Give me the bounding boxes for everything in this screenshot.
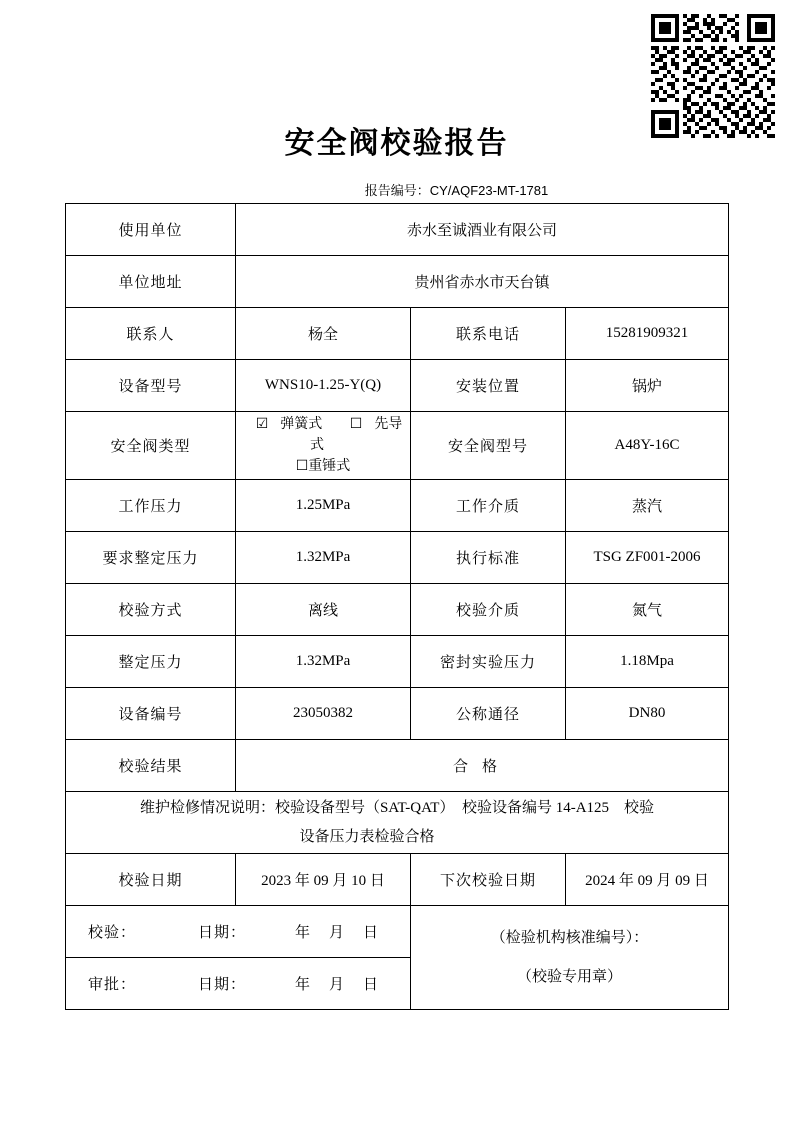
value-seal-test-pressure: 1.18Mpa [566, 636, 729, 688]
approver-month: 月 [329, 977, 346, 993]
checkbox-unchecked-icon-2[interactable]: ☐ [295, 458, 309, 474]
valve-type-option-pilot[interactable]: ☐ 先导式 [310, 416, 403, 453]
table-row [66, 906, 729, 958]
report-number-label: 报告编号： [364, 183, 430, 198]
label-install-location: 安装位置 [411, 360, 566, 412]
approver-day: 日 [363, 977, 380, 993]
value-use-unit: 赤水至诚酒业有限公司 [236, 204, 729, 256]
page-title: 安全阀校验报告 [284, 127, 509, 160]
value-required-set-pressure: 1.32MPa [236, 532, 411, 584]
label-work-medium: 工作介质 [411, 480, 566, 532]
value-phone: 15281909321 [566, 308, 729, 360]
label-work-pressure: 工作压力 [66, 480, 236, 532]
label-required-set-pressure: 要求整定压力 [66, 532, 236, 584]
label-check-medium: 校验介质 [411, 584, 566, 636]
table-row [66, 740, 729, 792]
table-row [66, 636, 729, 688]
label-contact: 联系人 [66, 308, 236, 360]
value-install-location: 锅炉 [566, 360, 729, 412]
table-row [66, 256, 729, 308]
approver-date-label: 日期： [198, 977, 247, 993]
value-device-number: 23050382 [236, 688, 411, 740]
label-use-unit: 使用单位 [66, 204, 236, 256]
value-standard: TSG ZF001-2006 [566, 532, 729, 584]
label-phone: 联系电话 [411, 308, 566, 360]
signature-checker [66, 906, 411, 958]
label-check-result: 校验结果 [66, 740, 236, 792]
table-row [66, 308, 729, 360]
label-next-check-date: 下次校验日期 [411, 854, 566, 906]
report-table [65, 203, 729, 1010]
value-check-date: 2023 年 09 月 10 日 [236, 854, 411, 906]
checker-month: 月 [329, 925, 346, 941]
label-valve-model: 安全阀型号 [411, 412, 566, 480]
label-valve-type: 安全阀类型 [66, 412, 236, 480]
signature-approver [66, 958, 411, 1010]
label-device-model: 设备型号 [66, 360, 236, 412]
value-set-pressure: 1.32MPa [236, 636, 411, 688]
label-set-pressure: 整定压力 [66, 636, 236, 688]
org-seal-label: （校验专用章） [517, 968, 623, 985]
value-work-medium: 蒸汽 [566, 480, 729, 532]
table-row [66, 204, 729, 256]
org-approval-number-label: （检验机构核准编号）： [490, 929, 649, 946]
label-check-method: 校验方式 [66, 584, 236, 636]
value-check-result: 合格 [236, 740, 729, 792]
label-standard: 执行标准 [411, 532, 566, 584]
label-seal-test-pressure: 密封实验压力 [411, 636, 566, 688]
label-device-number: 设备编号 [66, 688, 236, 740]
table-row [66, 854, 729, 906]
checker-label: 校验： [87, 925, 136, 941]
table-row [66, 584, 729, 636]
value-valve-type [236, 412, 411, 480]
label-check-date: 校验日期 [66, 854, 236, 906]
checker-day: 日 [363, 925, 380, 941]
table-row [66, 412, 729, 480]
value-nominal-diameter: DN80 [566, 688, 729, 740]
checkbox-unchecked-icon[interactable]: ☐ [349, 416, 363, 432]
value-work-pressure: 1.25MPa [236, 480, 411, 532]
label-address: 单位地址 [66, 256, 236, 308]
organization-seal-area [411, 906, 729, 1010]
value-valve-model: A48Y-16C [566, 412, 729, 480]
table-row [66, 792, 729, 854]
table-row [66, 480, 729, 532]
value-check-medium: 氮气 [566, 584, 729, 636]
value-address: 贵州省赤水市天台镇 [236, 256, 729, 308]
value-next-check-date: 2024 年 09 月 09 日 [566, 854, 729, 906]
checker-date-label: 日期： [198, 925, 247, 941]
value-check-method: 离线 [236, 584, 411, 636]
value-device-model: WNS10-1.25-Y(Q) [236, 360, 411, 412]
notes-line-2: 设备压力表检验合格 [299, 828, 435, 845]
report-number [0, 180, 793, 199]
checkbox-checked-icon[interactable]: ☑ [255, 416, 269, 432]
label-nominal-diameter: 公称通径 [411, 688, 566, 740]
valve-type-option-weight[interactable]: ☐重锤式 [295, 458, 351, 474]
table-row [66, 360, 729, 412]
value-contact: 杨全 [236, 308, 411, 360]
table-row [66, 532, 729, 584]
notes-line-1: 维护检修情况说明：校验设备型号（SAT-QAT） 校验设备编号 14-A125 校验 [139, 800, 655, 816]
checker-year: 年 [295, 925, 312, 941]
report-number-value: CY/AQF23-MT-1781 [429, 183, 549, 198]
maintenance-notes [66, 792, 729, 854]
valve-type-option-spring[interactable]: ☑ 弹簧式 [255, 416, 323, 432]
approver-year: 年 [295, 977, 312, 993]
table-row [66, 688, 729, 740]
approver-label: 审批： [87, 977, 136, 993]
